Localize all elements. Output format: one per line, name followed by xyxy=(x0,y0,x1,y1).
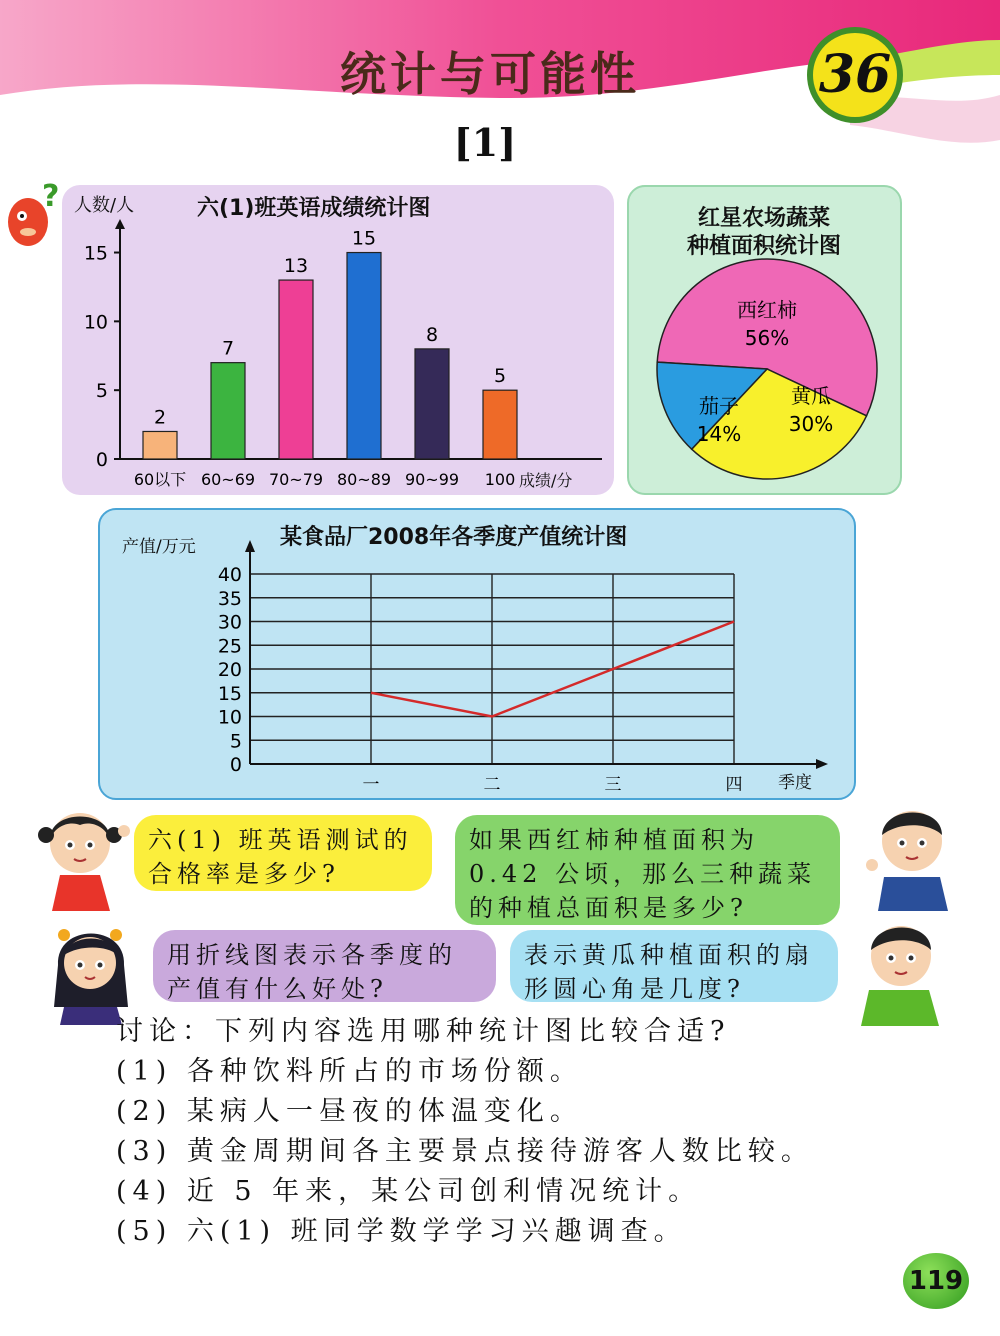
line-category-label: 四 xyxy=(725,775,743,795)
bar xyxy=(483,390,517,459)
bar-y-tick-label: 0 xyxy=(95,449,108,471)
pie-chart-title-line-2: 种植面积统计图 xyxy=(686,234,842,259)
discussion-prompt: 讨论：下列内容选用哪种统计图比较合适? xyxy=(116,1016,731,1047)
bar-y-tick-label: 5 xyxy=(95,380,108,403)
line-chart-title: 某食品厂2008年各季度产值统计图 xyxy=(280,525,628,550)
line-y-tick-label: 35 xyxy=(217,587,242,610)
line-y-tick-label: 25 xyxy=(217,635,242,658)
line-category-label: 一 xyxy=(362,775,380,795)
line-category-label: 三 xyxy=(604,775,622,795)
bar-y-axis-arrow xyxy=(115,219,125,229)
pie-chart xyxy=(627,185,902,495)
question-bubble-sector-angle: 表示黄瓜种植面积的扇形圆心角是几度? xyxy=(510,930,838,1002)
line-chart-y-label: 产值/万元 xyxy=(122,537,196,557)
line-y-axis-arrow xyxy=(245,540,255,552)
boy-green-shirt-illustration xyxy=(845,910,955,1028)
bar-category-label: 90~99 xyxy=(404,470,460,489)
girl-pigtails-illustration xyxy=(30,795,135,913)
bar-category-label: 60~69 xyxy=(200,470,256,489)
line-y-tick-label: 40 xyxy=(217,564,242,586)
question-bubble-total-area: 如果西红柿种植面积为0.42 公顷，那么三种蔬菜的种植总面积是多少? xyxy=(455,815,840,925)
line-category-label: 二 xyxy=(483,775,501,795)
line-chart xyxy=(98,508,856,800)
page-number: 119 xyxy=(903,1253,969,1309)
bar-value-label: 8 xyxy=(425,323,439,346)
bar-y-tick-label: 15 xyxy=(83,242,108,265)
bar-chart-y-label: 人数/人 xyxy=(74,195,135,216)
bar-value-label: 15 xyxy=(351,227,377,250)
bar-value-label: 7 xyxy=(221,337,235,360)
discussion-section xyxy=(116,1012,956,1252)
bar-category-label: 80~89 xyxy=(336,470,392,489)
line-chart-x-label: 季度 xyxy=(778,773,812,793)
mascot-question-icon xyxy=(2,180,64,254)
bar-chart-x-label: 成绩/分 xyxy=(519,471,573,490)
bar-value-label: 2 xyxy=(153,406,167,429)
pie-slice-label: 茄子 xyxy=(699,394,739,418)
section-label: [1] xyxy=(453,120,517,165)
bar-category-label: 60以下 xyxy=(133,470,187,489)
line-y-tick-label: 10 xyxy=(217,706,242,729)
bar xyxy=(415,349,449,459)
discussion-item: (2) 某病人一昼夜的体温变化。 xyxy=(116,1096,583,1127)
line-y-tick-label: 15 xyxy=(217,682,242,705)
pie-slice-label: 西红柿 xyxy=(737,298,797,322)
discussion-item: (3) 黄金周期间各主要景点接待游客人数比较。 xyxy=(116,1136,814,1167)
pie-slice-value: 30% xyxy=(788,412,834,436)
pie-slice-value: 14% xyxy=(696,422,742,446)
bar-category-label: 100 xyxy=(484,470,516,489)
boy-blue-shirt-illustration xyxy=(860,795,965,913)
bar-y-tick-label: 10 xyxy=(83,311,108,334)
question-bubble-pass-rate: 六(1) 班英语测试的合格率是多少? xyxy=(134,815,432,891)
line-y-tick-label: 30 xyxy=(217,611,242,634)
bar-category-label: 70~79 xyxy=(268,470,324,489)
pie-chart-title-line-1: 红星农场蔬菜 xyxy=(697,206,831,231)
line-x-axis-arrow xyxy=(816,759,828,769)
lesson-title: 统计与可能性 xyxy=(340,47,640,101)
bar-chart xyxy=(62,185,614,495)
bar-chart-title: 六(1)班英语成绩统计图 xyxy=(197,196,431,221)
bar xyxy=(143,431,177,459)
bar xyxy=(211,363,245,459)
discussion-item: (4) 近 5 年来，某公司创利情况统计。 xyxy=(116,1176,702,1207)
pie-slice-value: 56% xyxy=(744,326,790,350)
bar xyxy=(279,280,313,459)
bar-value-label: 5 xyxy=(493,365,507,388)
bar-value-label: 13 xyxy=(283,255,309,278)
girl-long-hair-illustration xyxy=(40,915,145,1027)
discussion-item: (5) 六(1) 班同学数学学习兴趣调查。 xyxy=(116,1216,687,1247)
lesson-number-badge: 36 xyxy=(818,44,892,105)
svg-text:?: ? xyxy=(42,180,60,214)
line-y-tick-label: 0 xyxy=(229,754,242,776)
line-y-tick-label: 20 xyxy=(217,659,242,681)
line-y-tick-label: 5 xyxy=(229,730,242,753)
discussion-item: (1) 各种饮料所占的市场份额。 xyxy=(116,1056,583,1087)
pie-slice-label: 黄瓜 xyxy=(791,384,831,408)
question-bubble-line-chart-benefit: 用折线图表示各季度的产值有什么好处? xyxy=(153,930,496,1002)
bar xyxy=(347,253,381,459)
